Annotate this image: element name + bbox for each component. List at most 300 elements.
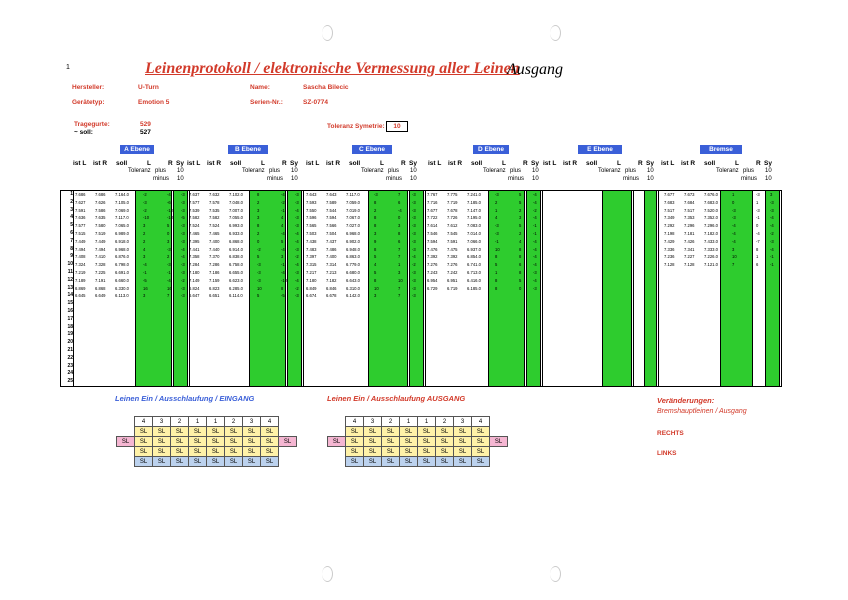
sl-cell: SL bbox=[243, 447, 261, 457]
cell-soll: 7.027.0 bbox=[346, 223, 360, 229]
cell-soll: 7.055.0 bbox=[229, 215, 243, 221]
cell-r: -1 bbox=[167, 270, 171, 275]
row-number: 14 bbox=[67, 292, 73, 299]
sl-cell: SL bbox=[243, 457, 261, 467]
cell-sy: -4 bbox=[533, 215, 537, 221]
cell-r: 8 bbox=[398, 231, 401, 236]
cell-sy: 3 bbox=[770, 192, 773, 197]
cell-ist-r: 7.227 bbox=[684, 254, 695, 260]
rechts-label: RECHTS bbox=[657, 430, 684, 437]
cell-ist-l: 7.292 bbox=[664, 223, 675, 229]
cell-ist-r: 7.775 bbox=[447, 192, 458, 197]
tolerance-column bbox=[603, 191, 631, 386]
cell-ist-l: 7.677 bbox=[664, 192, 675, 197]
cell-sy: -3 bbox=[770, 207, 774, 213]
grid-line bbox=[173, 191, 174, 386]
cell-soll: 6.989.0 bbox=[115, 231, 129, 236]
sl-cell: SL bbox=[436, 457, 454, 467]
cell-ist-l: 6.869 bbox=[75, 285, 86, 291]
col-l: L bbox=[147, 160, 151, 167]
cell-ist-r: 7.400 bbox=[209, 238, 220, 244]
tolerance-column bbox=[250, 191, 288, 386]
plus-label: plus bbox=[269, 168, 281, 174]
cell-l: 3 bbox=[143, 223, 146, 229]
cell-l: -1 bbox=[143, 270, 147, 275]
cell-r: 8 bbox=[756, 246, 759, 252]
cell-ist-l: 7.358 bbox=[189, 254, 200, 260]
col-r: R bbox=[756, 160, 761, 167]
sl-cell: SL bbox=[135, 447, 153, 457]
sl-cell: SL bbox=[472, 447, 490, 457]
cell-r: -4 bbox=[281, 192, 285, 197]
toleranz-label: Toleranz bbox=[242, 168, 265, 174]
cell-sy: -4 bbox=[533, 262, 537, 268]
cell-soll: 6.902.0 bbox=[346, 238, 360, 244]
sl-cell: SL bbox=[243, 427, 261, 437]
cell-ist-l: 6.954 bbox=[427, 277, 438, 283]
cell-ist-l: 7.637 bbox=[189, 192, 200, 197]
cell-r: 8 bbox=[519, 254, 522, 260]
cell-soll: 7.147.0 bbox=[467, 207, 481, 213]
cell-r: 2 bbox=[519, 231, 522, 236]
cell-ist-r: 7.276 bbox=[447, 262, 458, 268]
sl-cell: SL bbox=[364, 427, 382, 437]
geraetetyp-value: Emotion 5 bbox=[138, 99, 170, 106]
cell-sy: -4 bbox=[295, 277, 299, 283]
cell-ist-l: 7.198 bbox=[664, 231, 675, 236]
cell-soll: 6.691.0 bbox=[115, 270, 129, 275]
col-ist-l: ist L bbox=[428, 160, 442, 167]
minus-value: 10 bbox=[765, 176, 772, 182]
cell-ist-l: 7.315 bbox=[306, 262, 317, 268]
col-ist-l: ist L bbox=[543, 160, 557, 167]
sl-cell: SL bbox=[472, 427, 490, 437]
cell-sy: -3 bbox=[770, 238, 774, 244]
cell-l: 3 bbox=[257, 215, 260, 221]
cell-l: -3 bbox=[495, 192, 499, 197]
tragegurte-label: Tragegurte: bbox=[74, 121, 110, 128]
cell-l: -4 bbox=[732, 223, 736, 229]
cell-l: -5 bbox=[143, 277, 147, 283]
row-number: 22 bbox=[67, 354, 73, 361]
plus-value: 10 bbox=[647, 168, 654, 174]
grid-line bbox=[407, 191, 408, 386]
col-ist-l: ist L bbox=[73, 160, 87, 167]
sl-cell: SL bbox=[382, 427, 400, 437]
cell-ist-r: 7.370 bbox=[209, 254, 220, 260]
row-number: 5 bbox=[70, 222, 73, 229]
cell-soll: 7.102.0 bbox=[229, 192, 243, 197]
cell-sy: -2 bbox=[412, 262, 416, 268]
cell-ist-r: 7.545 bbox=[447, 231, 458, 236]
name-label: Name: bbox=[250, 84, 270, 91]
cell-sy: -3 bbox=[295, 293, 299, 299]
cell-ist-l: 7.219 bbox=[75, 270, 86, 275]
sl-header-cell: 2 bbox=[225, 417, 243, 427]
name-value: Sascha Bilecic bbox=[303, 84, 349, 91]
cell-l: 8 bbox=[495, 285, 498, 291]
cell-sy: -4 bbox=[533, 238, 537, 244]
cell-r: 7 bbox=[398, 254, 401, 260]
sl-cell: SL bbox=[346, 437, 364, 447]
cell-r: 0 bbox=[519, 285, 522, 291]
cell-r: 2 bbox=[167, 254, 170, 260]
cell-soll: 6.779.0 bbox=[346, 262, 360, 268]
sl-table-eingang: 4 3 2 1 1 2 3 4 SL SL SL SL SL SL SL SL SL SL SL SL SL SL SL SL SL SL SL SL SL SL SL SL SL SL SL SL SL SL SL SL SL SL bbox=[116, 416, 297, 467]
sl-cell: SL bbox=[400, 457, 418, 467]
serien-label: Serien-Nr.: bbox=[250, 99, 283, 106]
cell-l: 10 bbox=[257, 285, 262, 291]
grid-line bbox=[303, 191, 304, 386]
sl-cell: SL bbox=[418, 427, 436, 437]
row-number: 11 bbox=[67, 269, 73, 275]
cell-r: 5 bbox=[167, 223, 170, 229]
cell-ist-l: 7.582 bbox=[189, 215, 200, 221]
grid-line bbox=[752, 191, 753, 386]
cell-ist-r: 7.242 bbox=[447, 270, 458, 275]
cell-sy: -3 bbox=[181, 231, 185, 236]
cell-ist-r: 7.128 bbox=[684, 262, 695, 268]
cell-ist-r: 7.314 bbox=[326, 262, 337, 268]
cell-soll: 7.520.0 bbox=[704, 207, 718, 213]
cell-sy: -3 bbox=[412, 246, 416, 252]
cell-l: 8 bbox=[374, 246, 377, 252]
toleranz-value: 10 bbox=[386, 121, 408, 132]
cell-r: 0 bbox=[398, 215, 401, 221]
sl-cell: SL bbox=[436, 437, 454, 447]
row-number: 4 bbox=[70, 214, 73, 221]
col-l: L bbox=[502, 160, 506, 167]
cell-soll: 6.993.0 bbox=[229, 223, 243, 229]
toleranz-label: Toleranz bbox=[483, 168, 506, 174]
cell-ist-r: 7.517 bbox=[684, 207, 695, 213]
cell-sy: -3 bbox=[412, 293, 416, 299]
sl-cell: SL bbox=[364, 447, 382, 457]
cell-ist-l: 7.180 bbox=[189, 270, 200, 275]
cell-l: 2 bbox=[143, 238, 146, 244]
cell-ist-l: 7.591 bbox=[75, 207, 86, 213]
cell-r: 2 bbox=[519, 207, 522, 213]
cell-soll: 7.226.0 bbox=[704, 254, 718, 260]
cell-ist-r: 7.494 bbox=[95, 246, 106, 252]
plus-value: 10 bbox=[532, 168, 539, 174]
cell-sy: -4 bbox=[295, 231, 299, 236]
sl-cell: SL bbox=[382, 437, 400, 447]
col-l: L bbox=[617, 160, 621, 167]
row-number: 21 bbox=[67, 347, 73, 353]
grid-line bbox=[488, 191, 489, 386]
sl-header-cell: 3 bbox=[153, 417, 171, 427]
cell-r: 1 bbox=[756, 254, 759, 260]
cell-ist-l: 7.236 bbox=[664, 254, 675, 260]
col-l: L bbox=[380, 160, 384, 167]
cell-ist-r: 7.213 bbox=[326, 270, 337, 275]
minus-label: minus bbox=[623, 176, 640, 182]
cell-ist-r: 6.951 bbox=[447, 277, 458, 283]
cell-r: -3 bbox=[167, 262, 171, 268]
grid-line bbox=[425, 191, 426, 386]
cell-soll: 7.433.0 bbox=[704, 238, 718, 244]
cell-sy: -4 bbox=[770, 246, 774, 252]
cell-ist-r: 7.524 bbox=[209, 223, 220, 229]
grid-line bbox=[631, 191, 632, 386]
toleranz-label: Toleranz bbox=[598, 168, 621, 174]
cell-sy: -3 bbox=[533, 270, 537, 275]
cell-soll: 7.117.0 bbox=[115, 215, 129, 221]
row-number: 13 bbox=[67, 284, 73, 291]
sl-header-cell: 3 bbox=[364, 417, 382, 427]
cell-soll: 6.918.0 bbox=[115, 238, 129, 244]
cell-sy: -5 bbox=[181, 215, 185, 221]
cell-sy: -3 bbox=[295, 246, 299, 252]
cell-r: 4 bbox=[519, 238, 522, 244]
col-sy: Sy bbox=[646, 160, 654, 167]
cell-sy: -4 bbox=[533, 246, 537, 252]
cell-r: -1 bbox=[281, 207, 285, 213]
cell-r: -10 bbox=[167, 215, 174, 221]
sl-cell: SL bbox=[382, 457, 400, 467]
row-number: 6 bbox=[70, 230, 73, 236]
grid-line bbox=[602, 191, 603, 386]
cell-ist-r: 6.868 bbox=[95, 285, 106, 291]
veraenderungen-text: Bremshauptleinen / Ausgang bbox=[657, 408, 747, 415]
sl-header-cell: 3 bbox=[454, 417, 472, 427]
cell-l: 7 bbox=[732, 262, 735, 268]
cell-sy: -3 bbox=[295, 192, 299, 197]
cell-ist-r: 7.475 bbox=[447, 246, 458, 252]
page-title-suffix: Ausgang bbox=[507, 61, 563, 78]
sl-cell: SL bbox=[135, 457, 153, 467]
minus-label: minus bbox=[508, 176, 525, 182]
cell-ist-r: 7.519 bbox=[95, 231, 106, 236]
cell-ist-l: 7.465 bbox=[189, 231, 200, 236]
sl-cell: SL bbox=[364, 457, 382, 467]
row-number: 7 bbox=[70, 237, 73, 244]
cell-sy: -3 bbox=[412, 215, 416, 221]
cell-soll: 6.741.0 bbox=[467, 262, 481, 268]
cell-r: -1 bbox=[281, 262, 285, 268]
cell-ist-l: 7.577 bbox=[75, 223, 86, 229]
cell-ist-l: 7.336 bbox=[664, 246, 675, 252]
grid-line bbox=[779, 191, 780, 386]
sl-cell: SL bbox=[207, 427, 225, 437]
cell-ist-l: 7.686 bbox=[75, 192, 86, 197]
cell-ist-l: 7.476 bbox=[427, 246, 438, 252]
cell-ist-r: 6.823 bbox=[209, 285, 220, 291]
col-sy: Sy bbox=[409, 160, 417, 167]
cell-r: 6 bbox=[398, 199, 401, 205]
plus-label: plus bbox=[625, 168, 637, 174]
cell-l: 1 bbox=[495, 270, 498, 275]
grid-line bbox=[526, 191, 527, 386]
cell-ist-r: 7.437 bbox=[326, 238, 337, 244]
cell-soll: 6.968.0 bbox=[115, 246, 129, 252]
sl-cell: SL bbox=[153, 427, 171, 437]
cell-ist-r: 7.582 bbox=[209, 215, 220, 221]
cell-soll: 6.758.0 bbox=[229, 262, 243, 268]
cell-ist-l: 7.643 bbox=[306, 192, 317, 197]
cell-r: 3 bbox=[519, 215, 522, 221]
cell-ist-l: 7.349 bbox=[664, 215, 675, 221]
cell-sy: -3 bbox=[181, 207, 185, 213]
sl-cell: SL bbox=[153, 457, 171, 467]
cell-ist-l: 7.189 bbox=[75, 277, 86, 283]
sl-cell: SL bbox=[418, 447, 436, 457]
cell-soll: 7.019.0 bbox=[346, 207, 360, 213]
cell-ist-r: 7.286 bbox=[209, 262, 220, 268]
cell-ist-l: 6.645 bbox=[75, 293, 86, 299]
sl-header-cell: 4 bbox=[346, 417, 364, 427]
ebene-bremse: Bremse bbox=[700, 145, 742, 154]
sl-cell: SL bbox=[207, 437, 225, 447]
cell-r: -5 bbox=[281, 293, 285, 299]
cell-ist-l: 7.767 bbox=[427, 192, 438, 197]
col-soll: soll bbox=[586, 160, 598, 167]
cell-r: -4 bbox=[756, 231, 760, 236]
col-r: R bbox=[282, 160, 287, 167]
soll-value: 527 bbox=[140, 129, 151, 136]
cell-ist-l: 7.503 bbox=[306, 231, 317, 236]
cell-ist-r: 7.504 bbox=[326, 231, 337, 236]
cell-ist-r: 7.159 bbox=[209, 277, 220, 283]
veraenderungen-title: Veränderungen: bbox=[657, 396, 715, 405]
plus-label: plus bbox=[155, 168, 167, 174]
cell-ist-r: 7.400 bbox=[326, 254, 337, 260]
sl-cell: SL bbox=[225, 427, 243, 437]
cell-soll: 6.937.0 bbox=[467, 246, 481, 252]
cell-sy: -1 bbox=[533, 223, 537, 229]
cell-sy: -4 bbox=[533, 254, 537, 260]
cell-soll: 7.185.0 bbox=[467, 199, 481, 205]
cell-soll: 7.121.0 bbox=[704, 262, 718, 268]
sl-header-cell: 1 bbox=[418, 417, 436, 427]
cell-ist-l: 7.515 bbox=[75, 231, 86, 236]
cell-sy: -4 bbox=[295, 262, 299, 268]
cell-l: -4 bbox=[143, 262, 147, 268]
cell-r: -4 bbox=[398, 207, 402, 213]
cell-r: -6 bbox=[167, 199, 171, 205]
row-number: 20 bbox=[67, 339, 73, 346]
col-sy: Sy bbox=[531, 160, 539, 167]
cell-r: 3 bbox=[398, 223, 401, 229]
cell-ist-l: 7.217 bbox=[306, 270, 317, 275]
col-l: L bbox=[735, 160, 739, 167]
cell-l: -3 bbox=[257, 270, 261, 275]
cell-soll: 6.968.0 bbox=[346, 231, 360, 236]
cell-r: 6 bbox=[519, 262, 522, 268]
cell-r: -1 bbox=[756, 215, 760, 221]
cell-soll: 7.007.0 bbox=[229, 207, 243, 213]
cell-l: -2 bbox=[143, 192, 147, 197]
cell-ist-r: 7.440 bbox=[209, 246, 220, 252]
cell-ist-l: 7.593 bbox=[306, 199, 317, 205]
cell-l: 0 bbox=[732, 199, 735, 205]
sl-cell: SL bbox=[225, 437, 243, 447]
cell-l: 16 bbox=[143, 285, 148, 291]
cell-r: 7 bbox=[167, 293, 170, 299]
cell-l: 3 bbox=[374, 293, 377, 299]
cell-sy: -3 bbox=[412, 277, 416, 283]
cell-ist-r: 6.846 bbox=[326, 285, 337, 291]
cell-soll: 6.655.0 bbox=[229, 270, 243, 275]
grid-line bbox=[249, 191, 250, 386]
grid-line bbox=[187, 191, 188, 386]
cell-soll: 6.416.0 bbox=[467, 277, 481, 283]
grid-line bbox=[287, 191, 288, 386]
grid-line bbox=[423, 191, 424, 386]
sl-cell: SL bbox=[171, 437, 189, 447]
cell-ist-r: 7.191 bbox=[95, 277, 106, 283]
row-number: 8 bbox=[70, 245, 73, 252]
cell-sy: -3 bbox=[412, 223, 416, 229]
cell-ist-r: 7.296 bbox=[684, 223, 695, 229]
cell-ist-l: 7.627 bbox=[75, 199, 86, 205]
cell-r: 7 bbox=[398, 192, 401, 197]
col-ist-l: ist L bbox=[306, 160, 320, 167]
cell-ist-r: 7.535 bbox=[209, 207, 220, 213]
cell-soll: 6.623.0 bbox=[229, 277, 243, 283]
plus-label: plus bbox=[743, 168, 755, 174]
sl-cell: SL bbox=[400, 437, 418, 447]
ebene-c: C Ebene bbox=[352, 145, 392, 154]
sl-cell: SL bbox=[189, 457, 207, 467]
cell-l: 3 bbox=[143, 254, 146, 260]
cell-l: 8 bbox=[374, 199, 377, 205]
page-title: Leinenprotokoll / elektronische Vermessung aller Leinen bbox=[145, 60, 520, 77]
cell-ist-l: 7.614 bbox=[427, 223, 438, 229]
tolerance-column bbox=[136, 191, 174, 386]
cell-ist-l: 7.683 bbox=[664, 199, 675, 205]
cell-ist-r: 7.566 bbox=[326, 223, 337, 229]
cell-soll: 7.069.0 bbox=[115, 207, 129, 213]
sl-cell: SL bbox=[243, 437, 261, 447]
cell-soll: 7.683.0 bbox=[704, 199, 718, 205]
cell-sy: -2 bbox=[533, 207, 537, 213]
cell-r: 1 bbox=[756, 199, 759, 205]
sl-header-cell: 2 bbox=[382, 417, 400, 427]
cell-l: 5 bbox=[374, 254, 377, 260]
cell-ist-r: 7.686 bbox=[95, 192, 106, 197]
minus-value: 10 bbox=[647, 176, 654, 182]
cell-l: 8 bbox=[257, 223, 260, 229]
cell-l: 3 bbox=[732, 246, 735, 252]
sl-cell: SL bbox=[346, 427, 364, 437]
plus-value: 10 bbox=[177, 168, 184, 174]
cell-ist-l: 7.149 bbox=[189, 277, 200, 283]
cell-r: 7 bbox=[398, 285, 401, 291]
cell-sy: -3 bbox=[181, 270, 185, 275]
cell-l: 8 bbox=[495, 277, 498, 283]
ausgang-title: Leinen Ein / Ausschlaufung AUSGANG bbox=[327, 394, 466, 403]
col-sy: Sy bbox=[176, 160, 184, 167]
cell-ist-l: 7.276 bbox=[427, 262, 438, 268]
cell-ist-l: 7.565 bbox=[306, 223, 317, 229]
cell-l: -3 bbox=[732, 215, 736, 221]
cell-ist-r: 6.678 bbox=[326, 293, 337, 299]
cell-ist-r: 7.578 bbox=[209, 199, 220, 205]
grid-line bbox=[409, 191, 410, 386]
sl-header-cell: 2 bbox=[171, 417, 189, 427]
col-sy: Sy bbox=[764, 160, 772, 167]
minus-label: minus bbox=[267, 176, 284, 182]
sl-cell: SL bbox=[171, 457, 189, 467]
sl-cell: SL bbox=[207, 447, 225, 457]
row-number: 10 bbox=[67, 261, 73, 268]
cell-l: 9 bbox=[374, 238, 377, 244]
col-ist-l: ist L bbox=[187, 160, 201, 167]
cell-r: 0 bbox=[167, 231, 170, 236]
cell-ist-l: 7.395 bbox=[189, 238, 200, 244]
